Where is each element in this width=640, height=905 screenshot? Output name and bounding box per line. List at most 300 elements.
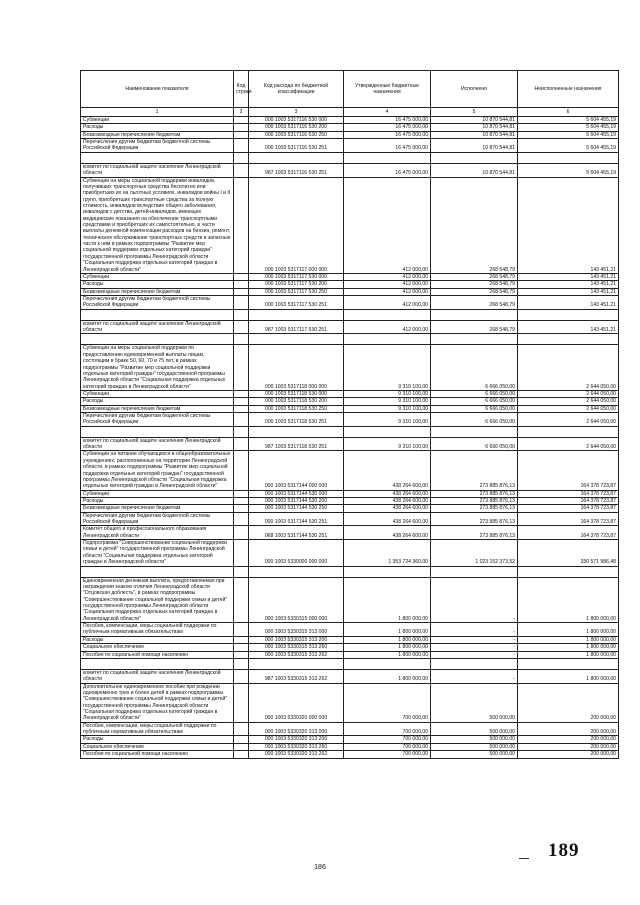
empty-cell — [234, 334, 249, 345]
table-row — [81, 736, 619, 743]
col-number: 2 — [234, 108, 249, 117]
header-unexecuted: Неисполненные назначения — [518, 71, 619, 108]
row-approved-amount: 438 264 600,00 — [344, 512, 431, 526]
header-classification: Код расхода по бюджетной классификации — [249, 71, 344, 108]
row-unexecuted-amount: 2 644 050,00 — [518, 405, 619, 412]
row-name: Субвенции — [81, 117, 234, 124]
row-unexecuted-amount: 200 000,00 — [518, 722, 619, 736]
row-executed-amount: 10 870 544,81 — [431, 117, 518, 124]
table-spacer-row — [81, 309, 619, 320]
row-approved-amount: 438 264 600,00 — [344, 451, 431, 490]
row-executed-amount: 500 000,00 — [431, 683, 518, 722]
row-unexecuted-amount: 2 644 050,00 — [518, 390, 619, 397]
row-name: Субвенции на питание обучающихся в общеобразовательных учреждениях, расположенных на территории Ленинградской области, в рамках подпрограммы "Развитие мер социальной поддержки отдельных категорий граждан" государственной программы Ленинградской области "Социальная поддержка отдельных категорий граждан в Ленинградской области" — [81, 451, 234, 490]
table-row — [81, 490, 619, 497]
row-unexecuted-amount: 164 378 723,87 — [518, 490, 619, 497]
table-row — [81, 177, 619, 273]
row-approved-amount: 700 000,00 — [344, 722, 431, 736]
row-code — [234, 163, 249, 177]
row-code — [234, 390, 249, 397]
header-executed: Исполнено — [431, 71, 518, 108]
row-unexecuted-amount: 200 000,00 — [518, 736, 619, 743]
row-classification-code: 000 1003 5330315 313 260 — [249, 644, 344, 651]
empty-cell — [81, 426, 234, 437]
row-unexecuted-amount: 164 378 723,87 — [518, 505, 619, 512]
row-executed-amount: 273 885 876,13 — [431, 490, 518, 497]
row-classification-code: 000 1003 5317117 530 200 — [249, 281, 344, 288]
row-classification-code: 000 1003 5317118 530 000 — [249, 390, 344, 397]
row-unexecuted-amount: 1 800 000,00 — [518, 623, 619, 637]
row-unexecuted-amount: 164 378 723,87 — [518, 497, 619, 504]
row-approved-amount: 438 264 600,00 — [344, 497, 431, 504]
row-code — [234, 131, 249, 138]
row-executed-amount: 273 885 876,13 — [431, 526, 518, 540]
table-row — [81, 273, 619, 280]
row-executed-amount: 10 870 544,81 — [431, 139, 518, 153]
row-unexecuted-amount: 143 451,21 — [518, 281, 619, 288]
row-executed-amount: 6 666 050,00 — [431, 413, 518, 427]
row-name: Расходы — [81, 124, 234, 131]
row-name: Безвозмездные перечисления бюджетам — [81, 131, 234, 138]
row-classification-code: 000 1003 5317144 530 251 — [249, 512, 344, 526]
row-approved-amount: 16 475 000,00 — [344, 163, 431, 177]
empty-cell — [234, 426, 249, 437]
row-executed-amount: 268 548,79 — [431, 295, 518, 309]
row-code — [234, 636, 249, 643]
row-classification-code: 000 1003 5330320 313 260 — [249, 743, 344, 750]
row-approved-amount: 438 264 600,00 — [344, 490, 431, 497]
row-code — [234, 526, 249, 540]
row-unexecuted-amount: 1 800 000,00 — [518, 669, 619, 683]
table-row — [81, 577, 619, 623]
row-code — [234, 124, 249, 131]
row-classification-code: 000 1003 5317117 530 251 — [249, 295, 344, 309]
budget-execution-table — [80, 70, 619, 759]
table-row — [81, 512, 619, 526]
row-classification-code: 000 1003 5330315 000 000 — [249, 577, 344, 623]
row-name: Расходы — [81, 636, 234, 643]
row-classification-code: 000 1003 5317144 000 000 — [249, 451, 344, 490]
row-name: Дополнительное единовременное пособие при рождении одновременно трех и более детей в рамках подпрограммы "Совершенствование социальной поддержки семьи и детей" государственной программы Ленинградской области "Социальная поддержка отдельных категорий граждан в Ленинградской области" — [81, 683, 234, 722]
row-approved-amount: 412 000,00 — [344, 281, 431, 288]
row-unexecuted-amount: 200 000,00 — [518, 743, 619, 750]
row-name: Пособия, компенсации, меры социальной поддержки по публичным нормативным обязательствам — [81, 722, 234, 736]
row-name: Пособия, компенсации, меры социальной поддержки по публичным нормативным обязательствам — [81, 623, 234, 637]
empty-cell — [249, 426, 344, 437]
table-row — [81, 751, 619, 758]
row-approved-amount: 9 310 100,00 — [344, 398, 431, 405]
empty-cell — [81, 152, 234, 163]
row-code — [234, 540, 249, 566]
empty-cell — [431, 309, 518, 320]
row-name: Безвозмездные перечисления бюджетам — [81, 505, 234, 512]
empty-cell — [249, 566, 344, 577]
row-executed-amount: 268 548,79 — [431, 281, 518, 288]
row-code — [234, 451, 249, 490]
table-row — [81, 683, 619, 722]
row-code — [234, 437, 249, 451]
table-row — [81, 623, 619, 637]
row-approved-amount: 9 310 100,00 — [344, 437, 431, 451]
table-row — [81, 722, 619, 736]
table-row — [81, 281, 619, 288]
row-classification-code: 000 1003 5317144 530 250 — [249, 505, 344, 512]
row-name: комитет по социальной защите населения Ленинградской области — [81, 163, 234, 177]
empty-cell — [234, 309, 249, 320]
row-classification-code: 000 1003 5317116 530 250 — [249, 131, 344, 138]
empty-cell — [81, 334, 234, 345]
table-row — [81, 505, 619, 512]
row-executed-amount: 268 548,79 — [431, 288, 518, 295]
row-classification-code: 000 1003 5317144 530 200 — [249, 497, 344, 504]
table-row — [81, 139, 619, 153]
row-unexecuted-amount: 143 451,21 — [518, 295, 619, 309]
row-code — [234, 139, 249, 153]
row-code — [234, 273, 249, 280]
empty-cell — [518, 309, 619, 320]
row-code — [234, 751, 249, 758]
col-number: 5 — [431, 108, 518, 117]
table-spacer-row — [81, 334, 619, 345]
row-code — [234, 743, 249, 750]
row-executed-amount: 1 023 152 373,52 — [431, 540, 518, 566]
header-name: Наименование показателя — [81, 71, 234, 108]
table-row — [81, 669, 619, 683]
row-name: Расходы — [81, 497, 234, 504]
row-executed-amount: 500 000,00 — [431, 722, 518, 736]
empty-cell — [518, 658, 619, 669]
row-classification-code: 000 1003 5330320 000 000 — [249, 683, 344, 722]
row-unexecuted-amount: 5 604 455,19 — [518, 117, 619, 124]
col-number: 6 — [518, 108, 619, 117]
row-classification-code: 000 1003 5330320 313 262 — [249, 751, 344, 758]
table-spacer-row — [81, 566, 619, 577]
row-approved-amount: 1 353 724 360,00 — [344, 540, 431, 566]
row-approved-amount: 9 310 100,00 — [344, 405, 431, 412]
row-executed-amount: 6 666 050,00 — [431, 345, 518, 391]
row-executed-amount: - — [431, 644, 518, 651]
row-code — [234, 644, 249, 651]
row-name: Перечисления другим бюджетам бюджетной системы Российской Федерации — [81, 413, 234, 427]
header-approved: Утвержденные бюджетные назначения — [344, 71, 431, 108]
table-row — [81, 390, 619, 397]
row-executed-amount: 273 885 876,13 — [431, 497, 518, 504]
row-classification-code: 000 1003 5317118 530 200 — [249, 398, 344, 405]
row-executed-amount: 6 666 050,00 — [431, 390, 518, 397]
row-classification-code: 000 1003 5330320 313 200 — [249, 736, 344, 743]
row-classification-code: 987 1003 5317117 530 251 — [249, 320, 344, 334]
row-code — [234, 405, 249, 412]
table-body — [81, 117, 619, 759]
row-approved-amount: 9 310 100,00 — [344, 345, 431, 391]
row-approved-amount: 1 800 000,00 — [344, 623, 431, 637]
table-row — [81, 398, 619, 405]
empty-cell — [518, 426, 619, 437]
row-unexecuted-amount: 2 644 050,00 — [518, 437, 619, 451]
row-classification-code: 000 1003 5317116 530 000 — [249, 117, 344, 124]
row-classification-code: 987 1003 5330315 313 262 — [249, 669, 344, 683]
table-row — [81, 163, 619, 177]
row-code — [234, 281, 249, 288]
empty-cell — [431, 658, 518, 669]
row-approved-amount: 1 800 000,00 — [344, 651, 431, 658]
row-unexecuted-amount: 1 800 000,00 — [518, 636, 619, 643]
row-code — [234, 295, 249, 309]
row-name: Субвенции — [81, 273, 234, 280]
row-name: Безвозмездные перечисления бюджетам — [81, 405, 234, 412]
row-approved-amount: 16 475 000,00 — [344, 139, 431, 153]
empty-cell — [344, 309, 431, 320]
table-row — [81, 288, 619, 295]
row-name: Безвозмездные перечисления бюджетам — [81, 288, 234, 295]
handwritten-page-stamp: 189 — [548, 840, 580, 861]
table-row — [81, 636, 619, 643]
row-code — [234, 512, 249, 526]
row-approved-amount: 700 000,00 — [344, 751, 431, 758]
row-executed-amount: 10 870 544,81 — [431, 131, 518, 138]
row-executed-amount: - — [431, 651, 518, 658]
row-approved-amount: 412 000,00 — [344, 288, 431, 295]
row-executed-amount: 500 000,00 — [431, 743, 518, 750]
row-classification-code: 000 1003 5317118 000 000 — [249, 345, 344, 391]
table-row — [81, 405, 619, 412]
row-unexecuted-amount: 2 644 050,00 — [518, 413, 619, 427]
row-unexecuted-amount: 5 604 455,19 — [518, 131, 619, 138]
row-executed-amount: 273 885 876,13 — [431, 512, 518, 526]
row-approved-amount: 412 000,00 — [344, 273, 431, 280]
table-spacer-row — [81, 426, 619, 437]
row-approved-amount: 16 475 000,00 — [344, 124, 431, 131]
row-code — [234, 577, 249, 623]
row-classification-code: 000 1003 5317116 530 200 — [249, 124, 344, 131]
row-executed-amount: 268 548,79 — [431, 273, 518, 280]
row-classification-code: 000 1003 5330000 000 000 — [249, 540, 344, 566]
row-code — [234, 505, 249, 512]
empty-cell — [81, 658, 234, 669]
row-name: Комитет общего и профессионального образования Ленинградской области — [81, 526, 234, 540]
row-name: Перечисления другим бюджетам бюджетной системы Российской Федерации — [81, 512, 234, 526]
empty-cell — [249, 309, 344, 320]
row-approved-amount: 1 800 000,00 — [344, 577, 431, 623]
empty-cell — [344, 152, 431, 163]
row-unexecuted-amount: 143 451,21 — [518, 320, 619, 334]
row-code — [234, 320, 249, 334]
empty-cell — [234, 658, 249, 669]
row-code — [234, 345, 249, 391]
row-executed-amount: - — [431, 577, 518, 623]
empty-cell — [81, 566, 234, 577]
row-unexecuted-amount: 330 571 986,48 — [518, 540, 619, 566]
row-unexecuted-amount: 200 000,00 — [518, 683, 619, 722]
row-approved-amount: 412 000,00 — [344, 320, 431, 334]
row-approved-amount: 700 000,00 — [344, 743, 431, 750]
col-number: 4 — [344, 108, 431, 117]
row-unexecuted-amount: 1 800 000,00 — [518, 644, 619, 651]
row-name: Пособия по социальной помощи населению — [81, 651, 234, 658]
row-classification-code: 000 1003 5330320 313 000 — [249, 722, 344, 736]
table-row — [81, 540, 619, 566]
empty-cell — [431, 426, 518, 437]
empty-cell — [518, 334, 619, 345]
empty-cell — [249, 334, 344, 345]
row-code — [234, 413, 249, 427]
row-classification-code: 000 1003 5317118 530 251 — [249, 413, 344, 427]
row-classification-code: 000 1003 5317117 000 000 — [249, 177, 344, 273]
table-header — [81, 71, 619, 117]
row-approved-amount: 700 000,00 — [344, 683, 431, 722]
col-number: 1 — [81, 108, 234, 117]
row-unexecuted-amount: 2 644 050,00 — [518, 398, 619, 405]
empty-cell — [234, 152, 249, 163]
row-code — [234, 623, 249, 637]
row-unexecuted-amount: 143 451,21 — [518, 288, 619, 295]
table-row — [81, 651, 619, 658]
empty-cell — [344, 566, 431, 577]
row-code — [234, 177, 249, 273]
row-name: Подпрограмма "Совершенствование социальной поддержки семьи и детей" государственной программы Ленинградской области "Социальная поддержка отдельных категорий граждан в Ленинградской области" — [81, 540, 234, 566]
row-approved-amount: 1 800 000,00 — [344, 644, 431, 651]
row-name: Субвенции на меры социальной поддержки инвалидов, получивших транспортные средства бесплатно или приобретших их на льготных условиях, инвалидов войны I и II групп, приобретших транспортные средства за полную стоимость, инвалидов вследствие общего заболевания, инвалидов с детства, детей-инвалидов, имеющих медицинские показания на обеспечение транспортными средствами и приобретших их самостоятельно, в части выплаты денежной компенсации расходов на бензин, ремонт, техническое обслуживание транспортных средств и запасные части к ним в рамках подпрограммы "Развитие мер социальной поддержки отдельных категорий граждан" государственной программы Ленинградской области "Социальная поддержка отдельных категорий граждан в Ленинградской области" — [81, 177, 234, 273]
row-approved-amount: 16 475 000,00 — [344, 131, 431, 138]
row-name: комитет по социальной защите населения Ленинградской области — [81, 437, 234, 451]
row-executed-amount: 268 548,79 — [431, 320, 518, 334]
row-classification-code: 000 1003 5317118 530 250 — [249, 405, 344, 412]
row-approved-amount: 438 264 600,00 — [344, 526, 431, 540]
empty-cell — [234, 566, 249, 577]
row-name: Перечисления другим бюджетам бюджетной системы Российской Федерации — [81, 139, 234, 153]
row-name: Субвенции — [81, 390, 234, 397]
row-unexecuted-amount: 5 604 455,19 — [518, 163, 619, 177]
row-code — [234, 497, 249, 504]
table-spacer-row — [81, 658, 619, 669]
row-code — [234, 722, 249, 736]
row-executed-amount: 10 870 544,81 — [431, 163, 518, 177]
row-unexecuted-amount: 143 451,21 — [518, 177, 619, 273]
table-row — [81, 644, 619, 651]
empty-cell — [431, 566, 518, 577]
col-number: 3 — [249, 108, 344, 117]
empty-cell — [249, 152, 344, 163]
row-unexecuted-amount: 5 604 455,19 — [518, 124, 619, 131]
empty-cell — [344, 334, 431, 345]
empty-cell — [81, 309, 234, 320]
row-code — [234, 669, 249, 683]
row-executed-amount: 273 885 876,13 — [431, 451, 518, 490]
table-row — [81, 124, 619, 131]
row-executed-amount: 500 000,00 — [431, 736, 518, 743]
row-name: Перечисления другим бюджетам бюджетной системы Российской Федерации — [81, 295, 234, 309]
row-code — [234, 490, 249, 497]
row-executed-amount: 6 666 050,00 — [431, 437, 518, 451]
row-name: Субвенции на меры социальной поддержки по предоставлению единовременной выплаты лицам, состоящим в браке 50, 60, 70 и 75 лет, в рамках подпрограммы "Развитие мер социальной поддержки отдельных категорий граждан" государственной программы Ленинградской области "Социальная поддержка отдельных категорий граждан в Ленинградской области" — [81, 345, 234, 391]
empty-cell — [344, 658, 431, 669]
empty-cell — [518, 152, 619, 163]
table-row — [81, 131, 619, 138]
header-code: Код строки — [234, 71, 249, 108]
table-row — [81, 295, 619, 309]
table-row — [81, 320, 619, 334]
row-name: Расходы — [81, 281, 234, 288]
row-executed-amount: 268 548,79 — [431, 177, 518, 273]
row-executed-amount: 500 000,00 — [431, 751, 518, 758]
row-approved-amount: 9 310 100,00 — [344, 390, 431, 397]
row-approved-amount: 412 000,00 — [344, 177, 431, 273]
row-code — [234, 398, 249, 405]
page-number: 186 — [314, 864, 326, 871]
table-row — [81, 437, 619, 451]
row-code — [234, 651, 249, 658]
row-classification-code: 000 1003 5317117 530 000 — [249, 273, 344, 280]
row-executed-amount: - — [431, 669, 518, 683]
row-name: Социальное обеспечение — [81, 644, 234, 651]
row-unexecuted-amount: 164 378 723,87 — [518, 451, 619, 490]
row-classification-code: 068 1003 5317144 530 251 — [249, 526, 344, 540]
row-unexecuted-amount: 1 800 000,00 — [518, 577, 619, 623]
row-code — [234, 117, 249, 124]
row-approved-amount: 1 800 000,00 — [344, 636, 431, 643]
row-name: Социальное обеспечение — [81, 743, 234, 750]
row-classification-code: 000 1003 5330315 313 200 — [249, 636, 344, 643]
row-executed-amount: 273 885 876,13 — [431, 505, 518, 512]
table-row — [81, 117, 619, 124]
row-executed-amount: 10 870 544,81 — [431, 124, 518, 131]
row-approved-amount: 412 000,00 — [344, 295, 431, 309]
table-row — [81, 526, 619, 540]
row-code — [234, 683, 249, 722]
table-row — [81, 413, 619, 427]
row-unexecuted-amount: 164 378 723,87 — [518, 512, 619, 526]
row-unexecuted-amount: 200 000,00 — [518, 751, 619, 758]
row-classification-code: 000 1003 5317144 530 000 — [249, 490, 344, 497]
stamp-dash — [519, 858, 529, 859]
table-spacer-row — [81, 152, 619, 163]
row-approved-amount: 9 310 100,00 — [344, 413, 431, 427]
empty-cell — [431, 152, 518, 163]
row-unexecuted-amount: 164 378 723,87 — [518, 526, 619, 540]
empty-cell — [344, 426, 431, 437]
row-classification-code: 987 1003 5317116 530 251 — [249, 163, 344, 177]
row-unexecuted-amount: 143 451,21 — [518, 273, 619, 280]
row-unexecuted-amount: 2 644 050,00 — [518, 345, 619, 391]
row-approved-amount: 438 264 600,00 — [344, 505, 431, 512]
row-approved-amount: 700 000,00 — [344, 736, 431, 743]
table-row — [81, 345, 619, 391]
row-unexecuted-amount: 5 604 455,19 — [518, 139, 619, 153]
row-code — [234, 288, 249, 295]
row-executed-amount: - — [431, 623, 518, 637]
row-classification-code: 000 1003 5317117 530 250 — [249, 288, 344, 295]
row-classification-code: 000 1003 5317116 530 251 — [249, 139, 344, 153]
row-executed-amount: - — [431, 636, 518, 643]
row-name: Расходы — [81, 736, 234, 743]
row-name: комитет по социальной защите населения Ленинградской области — [81, 320, 234, 334]
row-unexecuted-amount: 1 800 000,00 — [518, 651, 619, 658]
row-executed-amount: 6 666 050,00 — [431, 398, 518, 405]
row-name: Расходы — [81, 398, 234, 405]
table-row — [81, 743, 619, 750]
table-row — [81, 497, 619, 504]
row-classification-code: 987 1003 5317118 530 251 — [249, 437, 344, 451]
row-approved-amount: 1 800 000,00 — [344, 669, 431, 683]
row-approved-amount: 16 475 000,00 — [344, 117, 431, 124]
row-classification-code: 000 1003 5330315 313 262 — [249, 651, 344, 658]
row-executed-amount: 6 666 050,00 — [431, 405, 518, 412]
row-name: Пособия по социальной помощи населению — [81, 751, 234, 758]
row-name: Субвенции — [81, 490, 234, 497]
row-name: комитет по социальной защите населения Ленинградской области — [81, 669, 234, 683]
row-name: Единовременная денежная выплата, предоставляемая при награждении знаком отличия Ленинградской области "Отцовская доблесть", в рамках подпрограммы "Совершенствование социальной поддержки семьи и детей" государственной программы Ленинградской области "Социальная поддержка отдельных категорий граждан в Ленинградской области" — [81, 577, 234, 623]
empty-cell — [518, 566, 619, 577]
